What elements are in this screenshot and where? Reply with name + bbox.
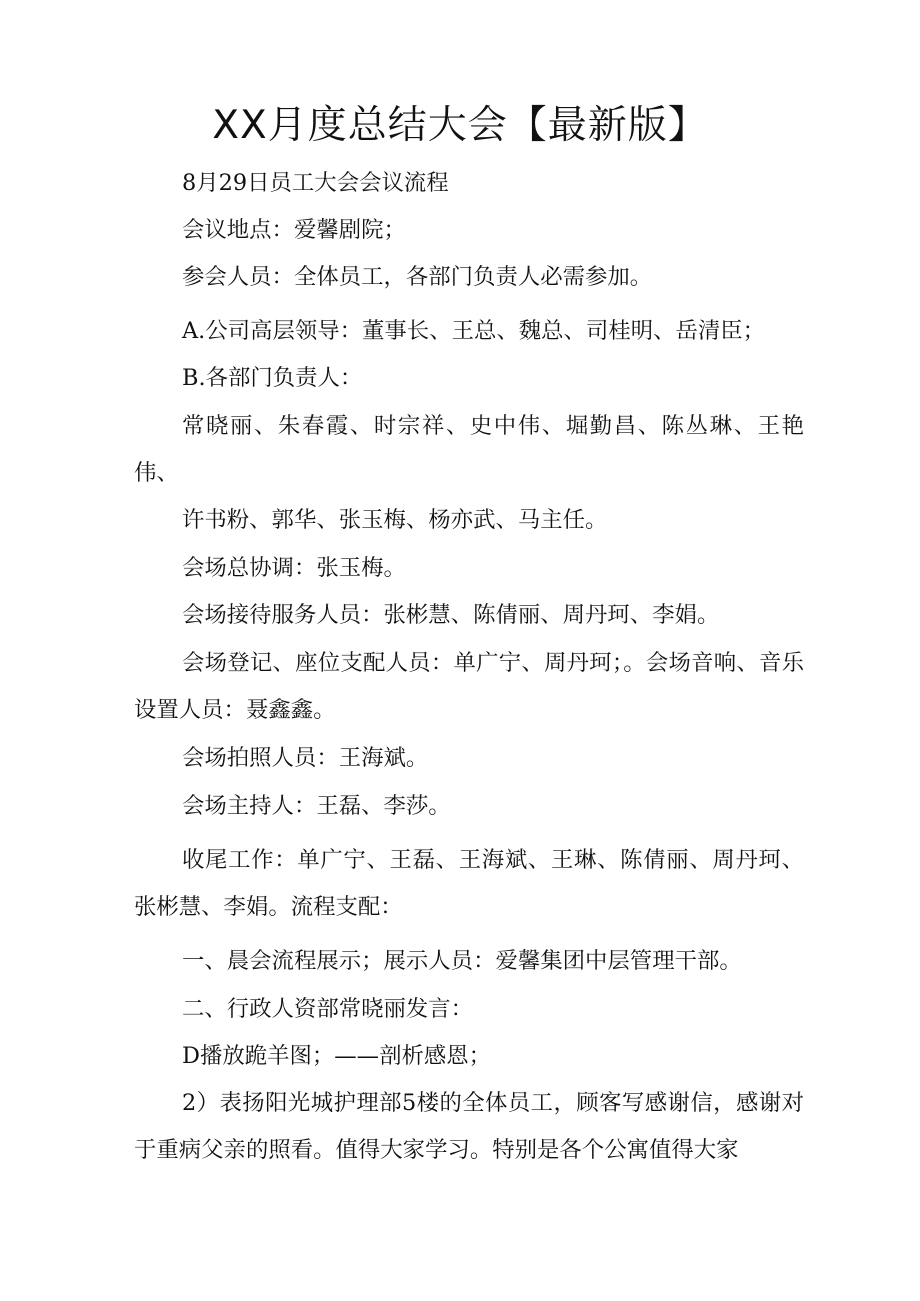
- paragraph-item-d: D播放跪羊图；——剖析感恩；: [182, 1043, 492, 1069]
- paragraph-photographer: 会场拍照人员：王海斌。: [182, 745, 429, 771]
- paragraph-reception-staff: 会场接待服务人员：张彬慧、陈倩丽、周丹珂、李娟。: [182, 602, 720, 628]
- paragraph-senior-leaders: A.公司高层领导：董事长、王总、魏总、司桂明、岳清臣；: [182, 318, 766, 344]
- paragraph-closing-work: 收尾工作：单广宁、王磊、王海斌、王琳、陈倩丽、周丹珂、张彬慧、李娟。流程支配：: [134, 847, 804, 920]
- paragraph-hosts: 会场主持人：王磊、李莎。: [182, 793, 451, 819]
- paragraph-heads-list-1: 常晓丽、朱春霞、时宗祥、史中伟、堀勤昌、陈丛琳、王艳伟、: [134, 413, 804, 486]
- paragraph-department-heads: B.各部门负责人：: [182, 365, 363, 391]
- paragraph-attendees: 参会人员：全体员工，各部门负责人必需参加。: [182, 264, 653, 290]
- paragraph-registration-staff: 会场登记、座位支配人员：单广宁、周丹珂；。会场音响、音乐设置人员：聂鑫鑫。: [134, 650, 804, 723]
- paragraph-meeting-date: 8月29日员工大会会议流程: [182, 170, 449, 196]
- paragraph-coordinator: 会场总协调：张玉梅。: [182, 555, 406, 581]
- paragraph-venue: 会议地点：爱馨剧院；: [182, 217, 406, 243]
- document-title: XX月度总结大会【最新版】: [212, 103, 708, 148]
- paragraph-heads-list-2: 许书粉、郭华、张玉梅、杨亦武、马主任。: [182, 507, 608, 533]
- paragraph-item-1: 一、晨会流程展示；展示人员：爱馨集团中层管理干部。: [182, 948, 742, 974]
- paragraph-item-2: 二、行政人资部常晓丽发言：: [182, 996, 474, 1022]
- paragraph-item-2-praise: 2）表扬阳光城护理部5楼的全体员工，顾客写感谢信，感谢对于重病父亲的照看。值得大家学习。特别是各个公寓值得大家: [134, 1090, 804, 1163]
